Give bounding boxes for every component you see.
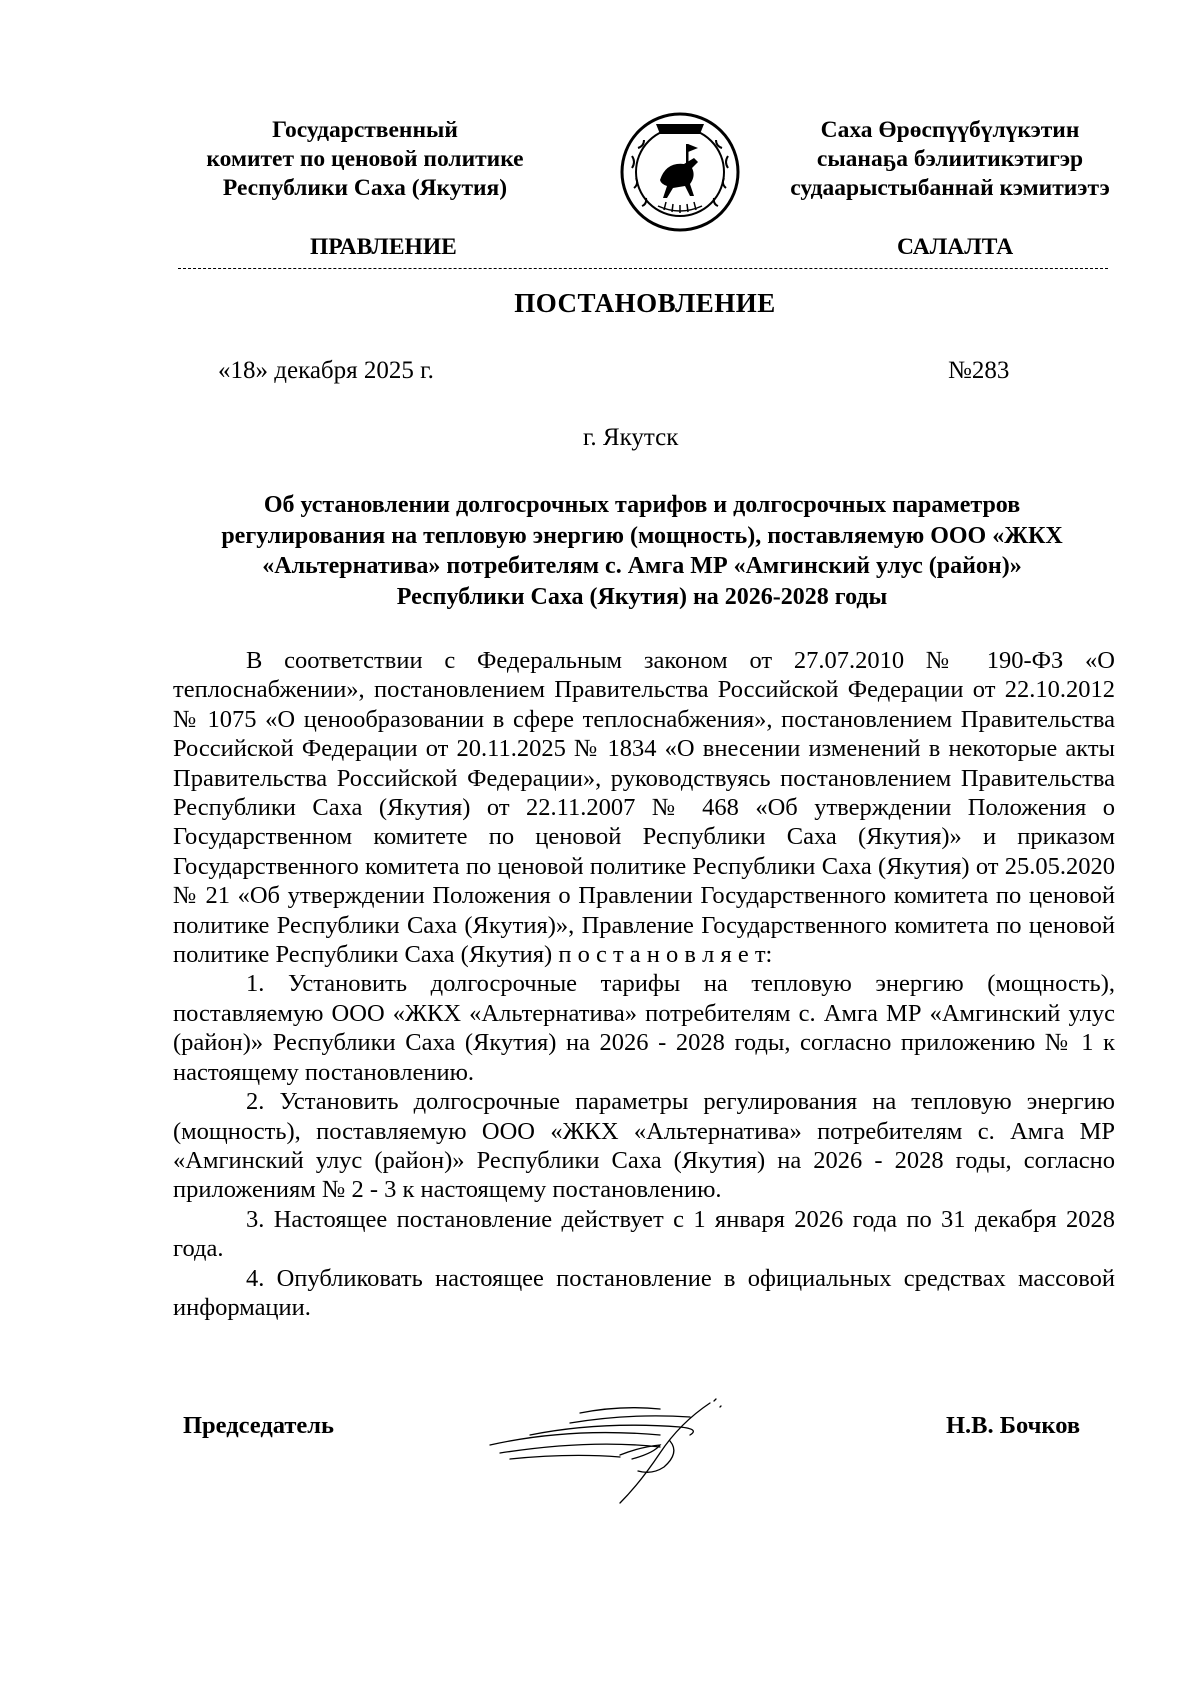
board-label-yakut: САЛАЛТА: [897, 234, 1014, 260]
preamble-paragraph: [173, 646, 1115, 969]
committee-name-line: комитет по ценовой политике: [206, 146, 524, 172]
committee-name-yakut: [760, 116, 1140, 203]
subject-line: регулирования на тепловую энергию (мощность), поставляемую ООО «ЖКХ: [221, 522, 1063, 549]
preamble-text: В соответствии с Федеральным законом от 27.07.2010 № 190-ФЗ «О теплоснабжении», постановлением Правительства Российской Федерации от 22.10.2012 № 1075 «О ценообразовании в сфере теплоснабжения», постановлением Правительства Российской Федерации от 20.11.2025 № 1834 «О внесении изменений в некоторые акты Правительства Российской Федерации», руководствуясь постановлением Правительства Республики Саха (Якутия) от 22.11.2007 № 468 «Об утверждении Положения о Государственном комитете по ценовой Республики Саха (Якутия)» и приказом Государственного комитета по ценовой политике Республики Саха (Якутия) от 25.05.2020 № 21 «Об утверждении Положения о Правлении Государственного комитета по ценовой политике Республики Саха (Якутия)», Правление Государственного комитета по ценовой политике Республики Саха (Якутия): [173, 647, 1115, 969]
resolves-text: п о с т а н о в л я е т:: [558, 941, 773, 969]
signatory-title: Председатель: [183, 1412, 334, 1439]
committee-name-line: Государственный: [272, 117, 458, 143]
header-divider: [178, 268, 1108, 277]
handwritten-signature: [470, 1395, 780, 1510]
document-date: «18» декабря 2025 г.: [218, 357, 434, 384]
subject-line: Республики Саха (Якутия) на 2026-2028 годы: [396, 583, 888, 610]
republic-sakha-coat-of-arms-icon: [616, 110, 744, 234]
document-body: [173, 646, 1115, 1322]
resolution-item: 2. Установить долгосрочные параметры регулирования на тепловую энергию (мощность), поставляемую ООО «ЖКХ «Альтернатива» потребителям с. Амга МР «Амгинский улус (район)» Республики Саха (Якутия) на 2026 - 2028 годы, согласно приложениям № 2 - 3 к настоящему постановлению.: [173, 1088, 1115, 1204]
resolution-item: 3. Настоящее постановление действует с 1 января 2026 года по 31 декабря 2028 года.: [173, 1205, 1115, 1263]
document-city: г. Якутск: [583, 424, 679, 451]
committee-name-line: Саха Өрөспүүбүлүкэтин: [820, 117, 1080, 143]
resolution-item: 1. Установить долгосрочные тарифы на тепловую энергию (мощность), поставляемую ООО «ЖКХ «Альтернатива» потребителям с. Амга МР «Амгинский улус (район)» Республики Саха (Якутия) на 2026 - 2028 годы, согласно приложению № 1 к настоящему постановлению.: [173, 970, 1115, 1086]
resolution-item: 4. Опубликовать настоящее постановление в официальных средствах массовой информации.: [173, 1264, 1115, 1321]
subject-line: Об установлении долгосрочных тарифов и долгосрочных параметров: [263, 492, 1021, 518]
board-label-russian: ПРАВЛЕНИЕ: [310, 234, 457, 260]
committee-name-line: сыанаҕа бэлиитикэтигэр: [816, 146, 1084, 172]
subject-line: «Альтернатива» потребителям с. Амга МР «Амгинский улус (район)»: [262, 553, 1022, 579]
committee-name-line: судаарыстыбаннай кэмитиэтэ: [790, 175, 1110, 201]
committee-name-russian: [195, 116, 535, 203]
document-type-title: ПОСТАНОВЛЕНИЕ: [514, 288, 776, 318]
document-subject: [178, 490, 1106, 612]
signatory-name: Н.В. Бочков: [946, 1412, 1081, 1439]
committee-name-line: Республики Саха (Якутия): [222, 175, 508, 201]
document-number: №283: [948, 357, 1010, 384]
